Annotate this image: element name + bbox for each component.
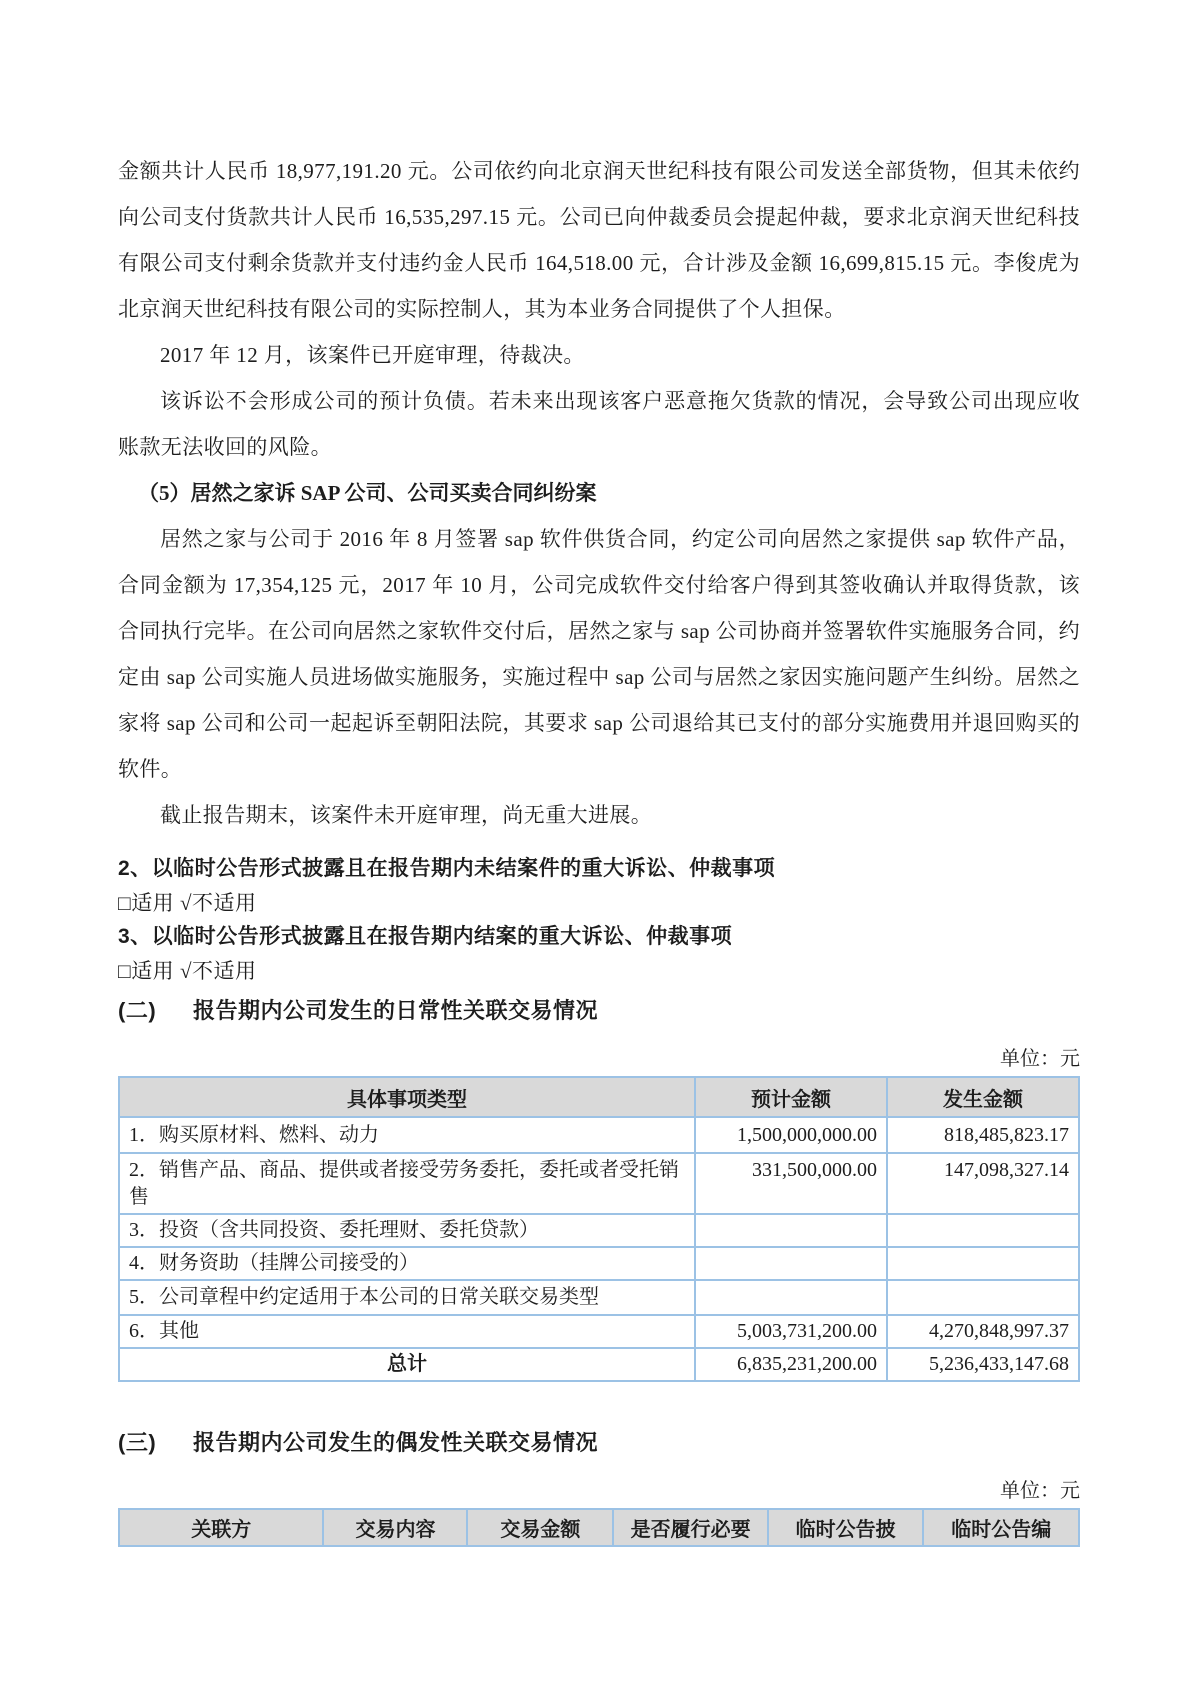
- section-title: 报告期内公司发生的日常性关联交易情况: [193, 998, 599, 1023]
- item-type-cell: 1．购买原材料、燃料、动力: [119, 1117, 695, 1153]
- expected-amount-cell: [695, 1247, 887, 1280]
- column-header-transaction-content: 交易内容: [323, 1509, 467, 1546]
- checkbox-empty-icon: □: [118, 959, 132, 983]
- actual-amount-cell: 4,270,848,997.37: [887, 1315, 1079, 1348]
- paragraph-juran-sap-case: 居然之家与公司于 2016 年 8 月签署 sap 软件供货合同，约定公司向居然之家提供 sap 软件产品，合同金额为 17,354,125 元，2017 年 10 月，公司完成软件交付给客户得到其签收确认并取得货款，该合同执行完毕。在公司向居然之家软件交付后，居然之家与 sap 公司协商并签署软件实施服务合同，约定由 sap 公司实施人员进场做实施服务，实施过程中 sap 公司与居然之家因实施问题产生纠纷。居然之家将 sap 公司和公司一起起诉至朝阳法院，其要求 sap 公司退给其已支付的部分实施费用并退回购买的软件。: [118, 527, 1080, 781]
- table-row: [119, 1117, 1079, 1153]
- actual-amount-cell: 147,098,327.14: [887, 1153, 1079, 1214]
- section-title: 报告期内公司发生的偶发性关联交易情况: [193, 1430, 599, 1455]
- table-row: [119, 1280, 1079, 1315]
- check-icon: √: [179, 891, 192, 915]
- item-type-cell: 2．销售产品、商品、提供或者接受劳务委托，委托或者受托销售: [119, 1153, 695, 1214]
- item-type-cell: 6．其他: [119, 1315, 695, 1348]
- applicable-label: 适用: [131, 891, 175, 915]
- table-row: [119, 1315, 1079, 1348]
- column-header-expected-amount: 预计金额: [695, 1077, 887, 1117]
- column-header-related-party: 关联方: [119, 1509, 323, 1546]
- applicability-line-item-3: [118, 954, 1080, 988]
- expected-amount-cell: [695, 1280, 887, 1315]
- heading-section-3-occasional-related-transactions: [118, 1426, 1080, 1460]
- paragraph-arbitration-amounts: 金额共计人民币 18,977,191.20 元。公司依约向北京润天世纪科技有限公司发送全部货物，但其未依约向公司支付货款共计人民币 16,535,297.15 元。公司已向仲裁委员会提起仲裁，要求北京润天世纪科技有限公司支付剩余货款并支付违约金人民币 164,518.00 元，合计涉及金额 16,699,815.15 元。李俊虎为北京润天世纪科技有限公司的实际控制人，其为本业务合同提供了个人担保。: [118, 159, 1080, 321]
- routine-related-transactions-table: [118, 1076, 1080, 1382]
- column-header-announcement-disclosure: 临时公告披: [768, 1509, 924, 1546]
- section-number: (二): [118, 998, 157, 1023]
- heading-section-2-routine-related-transactions: [118, 994, 1080, 1028]
- applicability-line-item-2: [118, 886, 1080, 920]
- table-header-row: [119, 1077, 1079, 1117]
- item-type-cell: 3．投资（含共同投资、委托理财、委托贷款）: [119, 1214, 695, 1247]
- not-applicable-label: 不适用: [191, 959, 257, 983]
- column-header-procedure-performed: 是否履行必要: [613, 1509, 768, 1546]
- not-applicable-label: 不适用: [191, 891, 257, 915]
- unit-label-table-2: 单位：元: [1000, 1480, 1080, 1502]
- heading-item-3-closed-litigation: 3、以临时公告形式披露且在报告期内结案的重大诉讼、仲裁事项: [118, 925, 733, 948]
- paragraph-litigation-risk: 该诉讼不会形成公司的预计负债。若未来出现该客户恶意拖欠货款的情况，会导致公司出现应收账款无法收回的风险。: [118, 389, 1080, 459]
- column-header-item-type: 具体事项类型: [119, 1077, 695, 1117]
- expected-amount-cell: 1,500,000,000.00: [695, 1117, 887, 1153]
- total-expected-amount-cell: 6,835,231,200.00: [695, 1348, 887, 1381]
- paragraph-juran-case-status: 截止报告期末，该案件未开庭审理，尚无重大进展。: [160, 803, 653, 827]
- item-type-cell: 4．财务资助（挂牌公司接受的）: [119, 1247, 695, 1280]
- table-header-row: [119, 1509, 1079, 1546]
- document-content: [118, 0, 1080, 1547]
- table-row: [119, 1247, 1079, 1280]
- actual-amount-cell: 818,485,823.17: [887, 1117, 1079, 1153]
- occasional-related-transactions-table: [118, 1508, 1080, 1547]
- item-type-cell: 5．公司章程中约定适用于本公司的日常关联交易类型: [119, 1280, 695, 1315]
- column-header-transaction-amount: 交易金额: [467, 1509, 613, 1546]
- unit-label-table-1: 单位：元: [1000, 1048, 1080, 1070]
- table-row: [119, 1214, 1079, 1247]
- actual-amount-cell: [887, 1247, 1079, 1280]
- total-label-cell: 总计: [119, 1348, 695, 1381]
- column-header-actual-amount: 发生金额: [887, 1077, 1079, 1117]
- heading-case-5: （5）居然之家诉 SAP 公司、公司买卖合同纠纷案: [138, 481, 597, 505]
- actual-amount-cell: [887, 1280, 1079, 1315]
- applicable-label: 适用: [131, 959, 175, 983]
- expected-amount-cell: 331,500,000.00: [695, 1153, 887, 1214]
- paragraph-hearing-status: 2017 年 12 月，该案件已开庭审理，待裁决。: [160, 343, 585, 367]
- expected-amount-cell: 5,003,731,200.00: [695, 1315, 887, 1348]
- check-icon: √: [179, 959, 192, 983]
- section-number: (三): [118, 1430, 157, 1455]
- expected-amount-cell: [695, 1214, 887, 1247]
- checkbox-empty-icon: □: [118, 891, 132, 915]
- column-header-announcement-number: 临时公告编: [923, 1509, 1079, 1546]
- heading-item-2-pending-litigation: 2、以临时公告形式披露且在报告期内未结案件的重大诉讼、仲裁事项: [118, 857, 776, 880]
- table-total-row: [119, 1348, 1079, 1381]
- table-row: [119, 1153, 1079, 1214]
- total-actual-amount-cell: 5,236,433,147.68: [887, 1348, 1079, 1381]
- actual-amount-cell: [887, 1214, 1079, 1247]
